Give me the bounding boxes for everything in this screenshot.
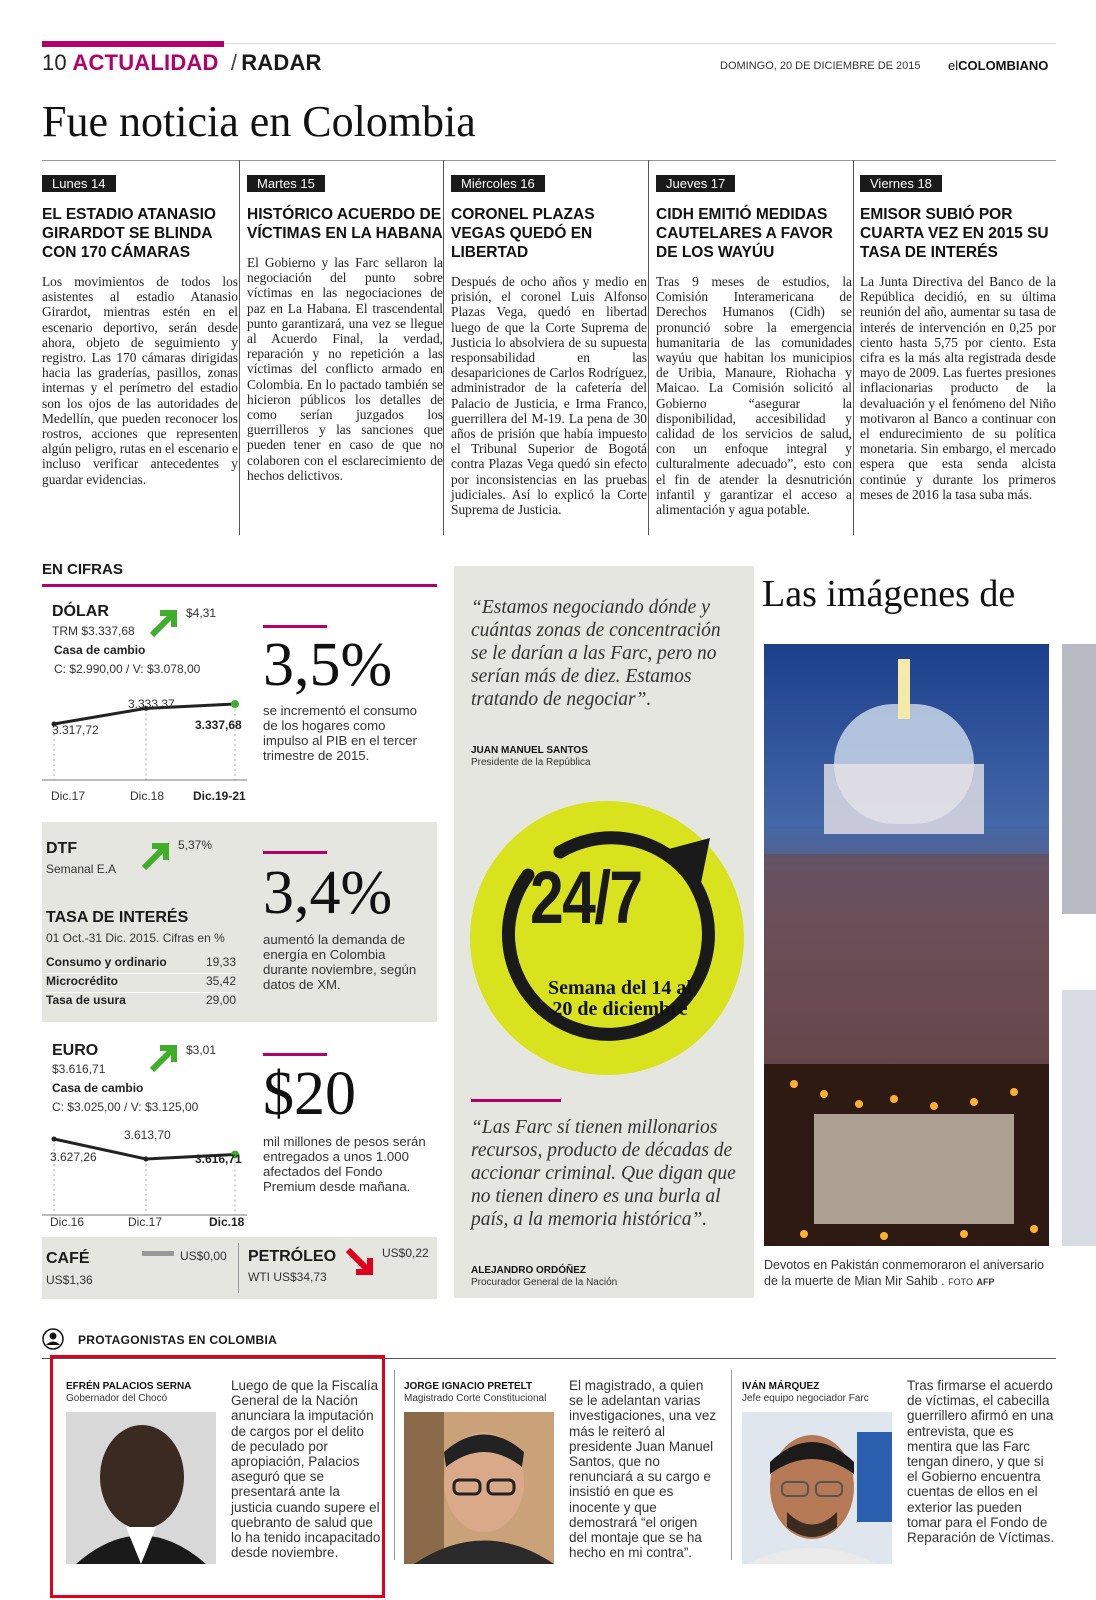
euro-trm: $3.616,71 [52,1062,106,1076]
day-headline: CORONEL PLAZAS VEGAS QUEDÓ EN LIBERTAD [451,206,595,261]
person-text: Luego de que la Fiscalía General de la Nación anunciara la imputación de cargos por el delito de peculado por apropiación, Palacios aseguró que se presentará ante la justicia cuando supere el quebranto de salud que lo ha tenido incapacitado desde noviembre. [231,1378,381,1561]
euro-x-label: Dic.17 [128,1215,163,1229]
day-headline: EL ESTADIO ATANASIO GIRARDOT SE BLINDA CON 170 CÁMARAS [42,206,216,261]
person-name: IVÁN MÁRQUEZ [742,1381,820,1392]
badge-big: 24/7 [530,856,642,939]
dolar-point-label: 3.337,68 [195,718,242,732]
dolar-compra-venta: C: $2.990,00 / V: $3.078,00 [54,662,201,676]
section-name: ACTUALIDAD [72,50,219,75]
dolar-trm: TRM $3.337,68 [52,624,135,638]
stat-description: aumentó la demanda de energía en Colombia durante noviembre, según datos de XM. [263,932,417,992]
dolar-point-label: 3.317,72 [52,723,99,737]
tasa-sub: 01 Oct.-31 Dic. 2015. Cifras en % [46,931,225,945]
person-icon [42,1328,64,1350]
person-divider [394,1370,395,1560]
tasa-label: TASA DE INTERÉS [46,909,189,926]
day-headline: CIDH EMITIÓ MEDIDAS CAUTELARES A FAVOR DE LOS WAYÚU [656,206,833,261]
euro-point-label: 3.616,71 [195,1152,242,1166]
day-column-martes [247,160,443,535]
photo-caption: Devotos en Pakistán conmemoraron el aniversario de la muerte de Mian Mir Sahib . FOTO AFP [764,1258,1044,1288]
column-divider [443,160,444,535]
euro-point-label: 3.627,26 [50,1150,97,1164]
stat-rule [263,1053,327,1056]
dolar-change: $4,31 [186,606,217,620]
dolar-casa-label: Casa de cambio [54,643,146,657]
quote-author: ALEJANDRO ORDÓÑEZ [471,1265,587,1276]
dolar-point [231,700,239,708]
protagonistas-title: PROTAGONISTAS EN COLOMBIA [78,1333,278,1347]
petroleo-sub: WTI US$34,73 [248,1270,327,1284]
person-photo [742,1412,892,1564]
day-headline: EMISOR SUBIÓ POR CUARTA VEZ EN 2015 SU TASA DE INTERÉS [860,206,1049,261]
person-name: JORGE IGNACIO PRETELT [404,1381,533,1392]
dolar-x-label: Dic.17 [51,789,86,803]
person-text: El magistrado, a quien se le adelantan varias investigaciones, una vez más le reiteró al presidente Juan Manuel Santos, que no renunciará a su cargo e insistió en que es inocente y que demostrará “el origen del montaje que se ha hecho en mi contra”. [569,1378,717,1561]
day-column-viernes [860,160,1056,535]
tasa-row: Consumo y ordinario 19,33 [46,955,236,974]
dtf-sub: Semanal E.A [46,862,117,876]
header-top-rule [224,43,1056,44]
euro-point [144,1157,149,1162]
column-divider [853,160,854,535]
tasa-table [46,955,236,1011]
brand-logo: elCOLOMBIANO [948,58,1049,73]
dolar-point-label: 3.333,37 [128,697,175,711]
quote-text: “Las Farc sí tienen millonarios recursos, producto de décadas de accionar criminal. Que digan que no tienen dinero es una burla al país, a la memoria histórica”. [471,1117,736,1230]
section-header: 10 ACTUALIDAD / RADAR [42,50,322,75]
euro-casa-label: Casa de cambio [52,1081,144,1095]
stat-description: mil millones de pesos serán entregados a unos 1.000 afectados del Fondo Premium desde mañana. [263,1134,426,1194]
euro-point [52,1137,57,1142]
arrow-up-icon [140,838,174,872]
day-body: Tras 9 meses de estudios, la Comisión Interamericana de Derechos Humanos (Cidh) se pronunció sobre la emergencia humanitaria de las comunidades wayúu que habitan los municipios de Uribia, Manaure, Riohacha y Maicao. La Comisión solicitó al Gobierno “asegurar la disponibilidad, accesibilidad y calidad de los servicios de salud, con un enfoque integral y culturalmente adecuado”, esto con el fin de atender la desnutrición infantil y garantizar el acceso a alimentación y agua potable. [656,274,852,518]
person-photo [404,1412,554,1564]
euro-x-label: Dic.16 [50,1215,85,1229]
day-tag: Lunes 14 [42,175,116,192]
stat-value: 3,5% [263,631,393,699]
cafe-change: US$0,00 [180,1249,227,1263]
tasa-row: Microcrédito 35,42 [46,974,236,993]
secondary-photo-strip [1062,990,1096,1246]
day-body: El Gobierno y las Farc sellaron la negociación del punto sobre víctimas en las negociaciones de paz en La Habana. El trascendental punto garantizará, una vez se llegue al Acuerdo Final, la verdad, reparación y no repetición a las víctimas del conflicto armado en Colombia. En lo pactado también se hicieron públicos los detalles de como serían juzgados los guerrilleros y las sanciones que pueden tener en caso de que no colaboren con el esclarecimiento de hechos delictivos. [247,255,443,483]
petroleo-label: PETRÓLEO [248,1248,337,1265]
stat-rule [263,625,327,628]
images-title: Las imágenes de [762,573,1016,615]
highlight-box [50,1355,385,1598]
day-body: Después de ocho años y medio en prisión, el coronel Luis Alfonso Plazas Vega, quedó en libertad luego de que la Corte Suprema de Justicia lo absolviera de su supuesta responsabilidad en las desapariciones de Carlos Rodríguez, administrador de la cafetería del Palacio de Justicia, e Irma Franco, guerrillera del M-19. La pena de 30 años de prisión que había impuesto el Tribunal Superior de Bogotá contra Plazas Vega quedó sin efecto por inconsistencias en las pruebas judiciales. Así lo explicó la Corte Suprema de Justicia. [451,274,647,518]
issue-date: DOMINGO, 20 DE DICIEMBRE DE 2015 [720,60,921,72]
cafe-sub: US$1,36 [46,1273,93,1287]
subsection-name: RADAR [241,50,322,75]
stat-description: se incrementó el consumo de los hogares como impulso al PIB en el tercer trimestre de 2015. [263,703,417,763]
day-headline: HISTÓRICO ACUERDO DE VÍCTIMAS EN LA HABANA [247,206,443,242]
column-divider [648,160,649,535]
stat-rule [263,851,327,854]
quote-role: Procurador General de la Nación [471,1277,618,1288]
commodities-divider [238,1243,239,1293]
day-tag: Viernes 18 [860,175,942,192]
person-role: Gobernador del Chocó [66,1393,168,1404]
dolar-label: DÓLAR [52,603,109,620]
cifras-title: EN CIFRAS [42,561,123,578]
dtf-change: 5,37% [178,838,213,852]
arrow-up-icon [148,1040,182,1074]
day-tag: Jueves 17 [656,175,735,192]
arrow-down-icon [344,1246,378,1280]
secondary-photo-strip [1062,644,1096,914]
person-name: EFRÉN PALACIOS SERNA [66,1381,192,1392]
stat-value: $20 [263,1060,356,1128]
day-column-jueves [656,160,852,535]
day-column-miercoles [451,160,647,535]
dolar-x-label: Dic.18 [130,789,165,803]
euro-x-label: Dic.18 [209,1215,245,1229]
tasa-row: Tasa de usura 29,00 [46,993,236,1007]
person-role: Jefe equipo negociador Farc [742,1393,869,1404]
cifras-rule [42,584,437,587]
quote-rule [471,1099,561,1102]
person-divider [731,1370,732,1560]
day-tag: Miércoles 16 [451,175,545,192]
dtf-label: DTF [46,840,78,857]
badge-caption: Semana del 14 al 20 de diciembre [548,977,692,1020]
euro-change: $3,01 [186,1043,217,1057]
euro-point-label: 3.613,70 [124,1128,171,1142]
shrine-photo [764,644,1049,1246]
dolar-x-label: Dic.19-21 [193,789,246,803]
euro-label: EURO [52,1042,99,1059]
petroleo-change: US$0,22 [382,1246,429,1260]
day-column-lunes [42,160,238,535]
day-tag: Martes 15 [247,175,325,192]
flat-dash-icon [142,1251,174,1256]
person-text: Tras firmarse el acuerdo de víctimas, el cabecilla guerrillero afirmó en una entrevista, que es mentira que las Farc tengan dinero, y que si el Gobierno encuentra cuentas de ellos en el exterior las pueden tomar para el Fondo de Reparación de Víctimas. [907,1378,1055,1546]
quote-author: JUAN MANUEL SANTOS [471,745,588,756]
quote-text: “Estamos negociando dónde y cuántas zonas de concentración se le darían a las Farc, pero no serían más de diez. Estamos tratando de negociar”. [471,597,721,710]
quote-role: Presidente de la República [471,757,591,768]
person-role: Magistrado Corte Constitucional [404,1393,547,1404]
euro-compra-venta: C: $3.025,00 / V: $3.125,00 [52,1100,199,1114]
stat-value: 3,4% [263,859,393,927]
column-divider [239,160,240,535]
section-accent-bar [42,41,224,47]
cafe-label: CAFÉ [46,1250,90,1267]
arrow-up-icon [148,605,182,639]
day-body: La Junta Directiva del Banco de la República decidió, en su última reunión del año, aumentar su tasa de interés de intervención en 0,25 por ciento hasta 5,75 por ciento. Esta cifra es la más alta registrada desde mayo de 2009. Las fuertes presiones inflacionarias producto de la devaluación y el fenómeno del Niño motivaron al Banco a continuar con el endurecimiento de su política monetaria. Sin embargo, el mercado espera que esta senda alcista continúe y durante los primeros meses de 2016 la tasa suba más. [860,274,1056,502]
page-title: Fue noticia en Colombia [42,97,476,146]
badge-24-7 [470,790,750,1090]
page-number: 10 [42,50,67,75]
day-body: Los movimientos de todos los asistentes al estadio Atanasio Girardot, mientras estén en el escenario deportivo, serán desde ahora, objeto de seguimiento y registro. Las 170 cámaras dirigidas hacia las graderías, pasillos, zonas internas y el perímetro del estadio son los ojos de las autoridades de Medellín, que pueden reconocer los rostros, acciones que representen algún peligro, rutas en el escenario e incluso verificar antecedentes y guardar evidencias. [42,274,238,487]
